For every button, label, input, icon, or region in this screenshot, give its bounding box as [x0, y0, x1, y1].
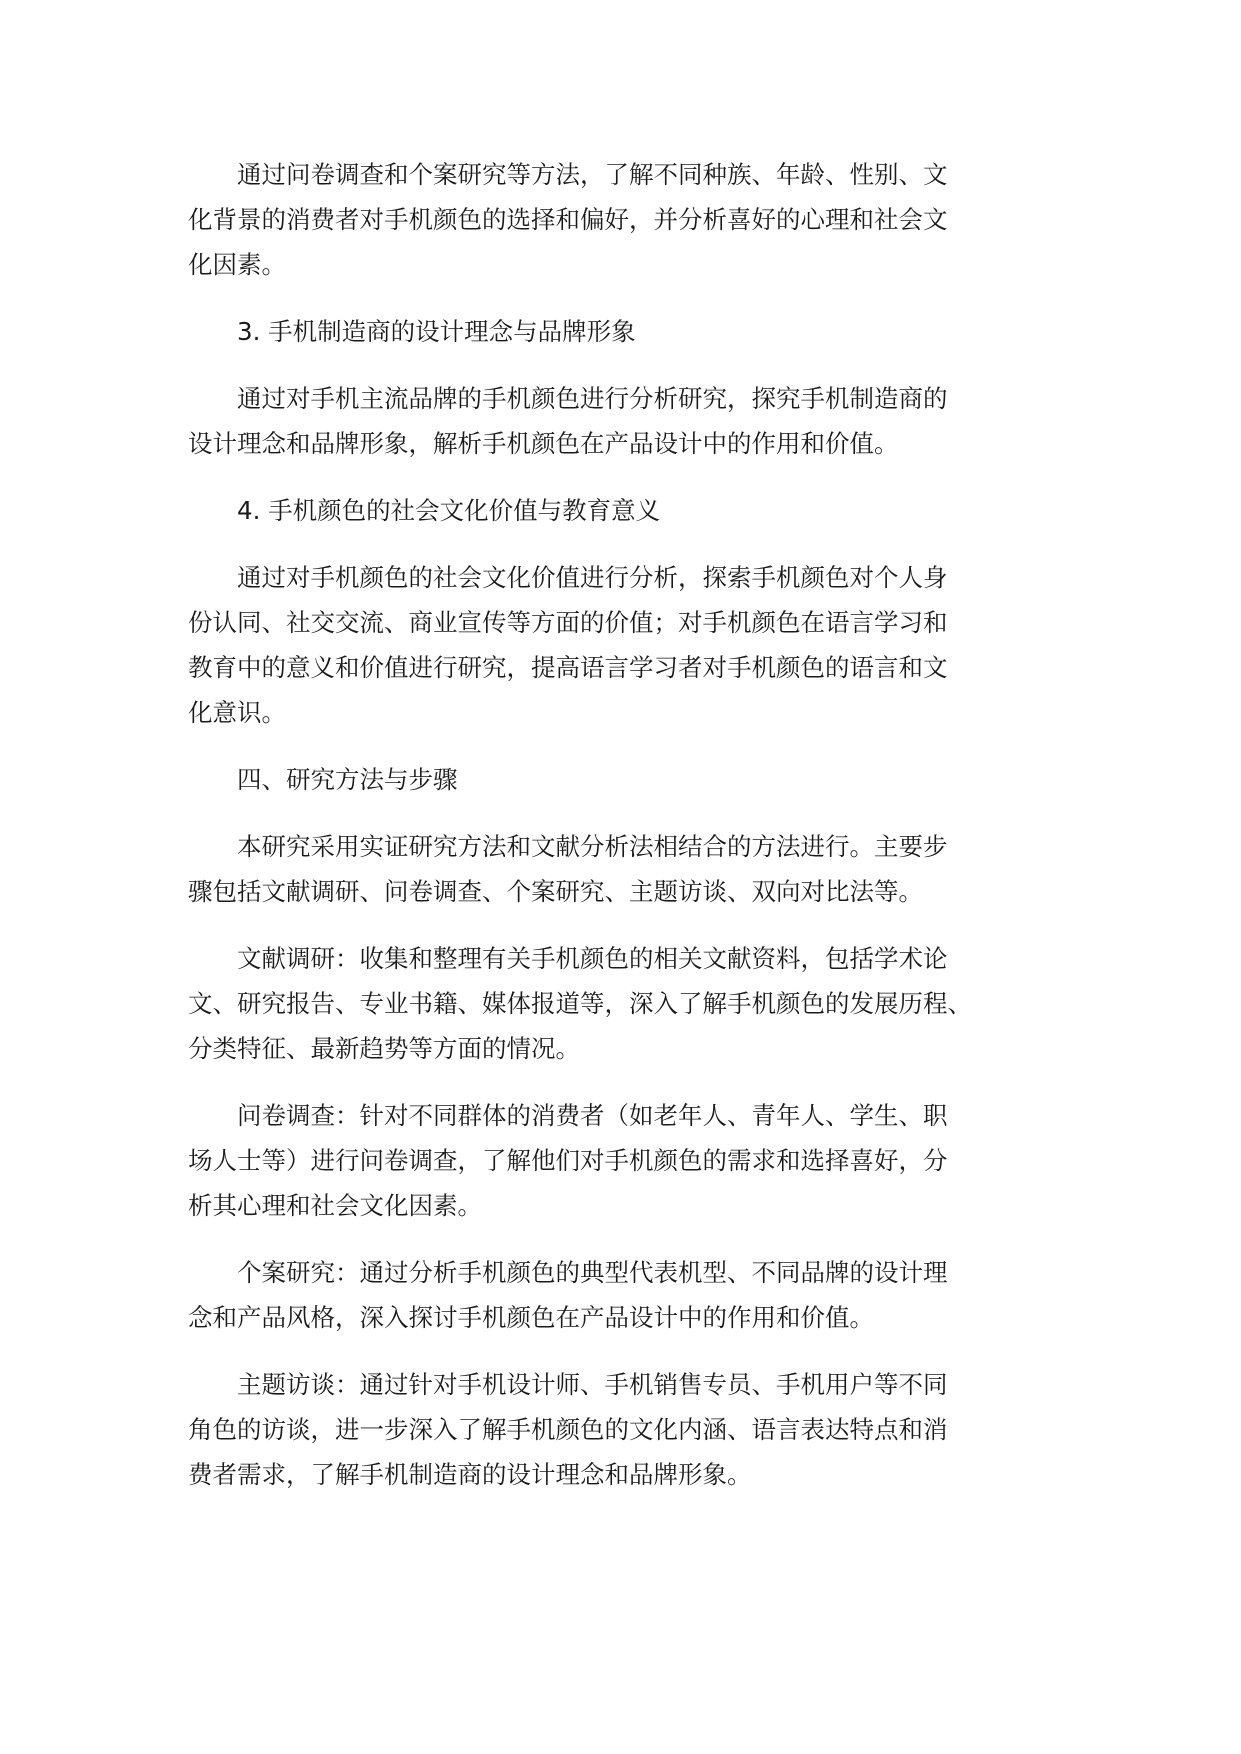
- paragraph-cultural-value: [188, 555, 1068, 735]
- text-line: 份认同、社交交流、商业宣传等方面的价值；对手机颜色在语言学习和: [188, 608, 948, 637]
- text-line: 骤包括文献调研、问卷调查、个案研究、主题访谈、双向对比法等。: [188, 877, 923, 906]
- text-line: 通过问卷调查和个案研究等方法，了解不同种族、年龄、性别、文: [237, 160, 948, 189]
- section-heading-3: 3. 手机制造商的设计理念与品牌形象: [237, 317, 636, 346]
- paragraph-questionnaire: [188, 1093, 1068, 1228]
- paragraph-methods-overview: [188, 824, 1068, 914]
- text-line: 角色的访谈，进一步深入了解手机颜色的文化内涵、语言表达特点和消: [188, 1415, 948, 1444]
- text-line: 通过对手机主流品牌的手机颜色进行分析研究，探究手机制造商的: [237, 384, 948, 413]
- paragraph-literature-review: [188, 936, 1068, 1071]
- text-line: 化因素。: [188, 250, 286, 279]
- paragraph-interviews: [188, 1362, 1068, 1497]
- document-body: [188, 152, 1068, 1519]
- section-heading-methods: 四、研究方法与步骤: [237, 765, 458, 794]
- text-line: 场人士等）进行问卷调查，了解他们对手机颜色的需求和选择喜好，分: [188, 1146, 948, 1175]
- text-line: 析其心理和社会文化因素。: [188, 1191, 482, 1220]
- text-line: 问卷调查：针对不同群体的消费者（如老年人、青年人、学生、职: [237, 1101, 948, 1130]
- text-line: 分类特征、最新趋势等方面的情况。: [188, 1034, 580, 1063]
- text-line: 教育中的意义和价值进行研究，提高语言学习者对手机颜色的语言和文: [188, 653, 948, 682]
- text-line: 通过对手机颜色的社会文化价值进行分析，探索手机颜色对个人身: [237, 563, 948, 592]
- text-line: 本研究采用实证研究方法和文献分析法相结合的方法进行。主要步: [237, 832, 948, 861]
- paragraph-case-study: [188, 1250, 1068, 1340]
- text-line: 主题访谈：通过针对手机设计师、手机销售专员、手机用户等不同: [237, 1370, 948, 1399]
- paragraph-brand-design: [188, 376, 1068, 466]
- text-line: 个案研究：通过分析手机颜色的典型代表机型、不同品牌的设计理: [237, 1258, 948, 1287]
- text-line: 费者需求，了解手机制造商的设计理念和品牌形象。: [188, 1460, 752, 1489]
- text-line: 设计理念和品牌形象，解析手机颜色在产品设计中的作用和价值。: [188, 429, 899, 458]
- paragraph-survey-methods: [188, 152, 1068, 287]
- text-line: 化意识。: [188, 698, 286, 727]
- text-line: 念和产品风格，深入探讨手机颜色在产品设计中的作用和价值。: [188, 1303, 874, 1332]
- text-line: 文献调研：收集和整理有关手机颜色的相关文献资料，包括学术论: [237, 944, 948, 973]
- section-heading-4: 4. 手机颜色的社会文化价值与教育意义: [237, 496, 661, 525]
- text-line: 文、研究报告、专业书籍、媒体报道等，深入了解手机颜色的发展历程、: [188, 989, 972, 1018]
- text-line: 化背景的消费者对手机颜色的选择和偏好，并分析喜好的心理和社会文: [188, 205, 948, 234]
